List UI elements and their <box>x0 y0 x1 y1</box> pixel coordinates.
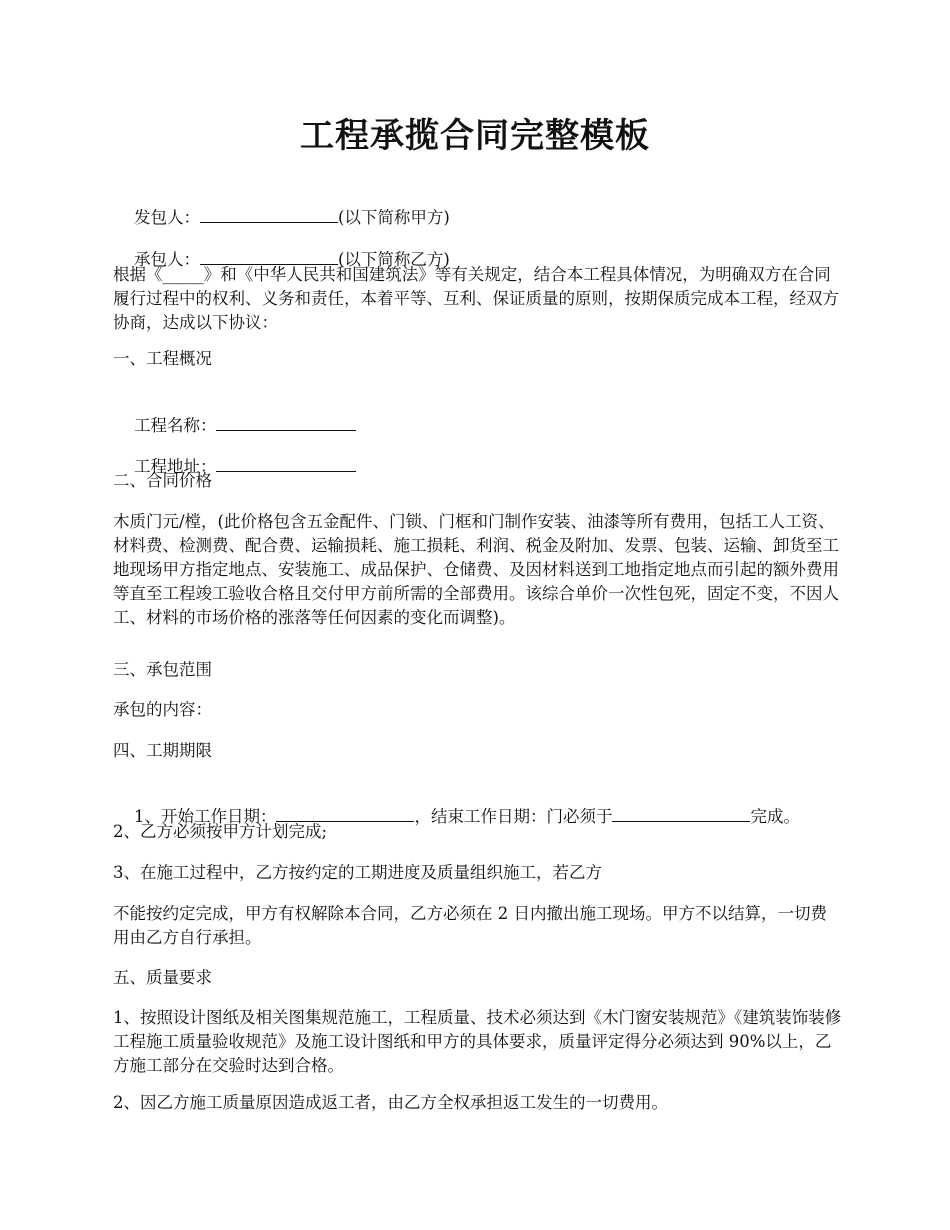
scope-content-line: 承包的内容： <box>113 700 212 719</box>
party-a-label: 发包人： <box>133 208 200 227</box>
section-heading-quality: 五、质量要求 <box>113 968 212 987</box>
section-heading-overview: 一、工程概况 <box>113 349 212 368</box>
project-name-label: 工程名称： <box>133 416 217 435</box>
party-b-label: 承包人： <box>133 250 200 269</box>
schedule-item-3: 3、在施工过程中，乙方按约定的工期进度及质量组织施工，若乙方 <box>113 863 602 882</box>
section-heading-price: 二、合同价格 <box>113 471 212 490</box>
party-a-note: (以下简称甲方) <box>337 208 450 227</box>
completion-note: 完成。 <box>750 807 800 826</box>
quality-item-1: 1、按照设计图纸及相关图集规范施工，工程质量、技术必须达到《木门窗安装规范》《建筑装饰装修工程施工质量验收规范》及施工设计图纸和甲方的具体要求，质量评定得分必须达到 90%以上，乙方施工部分在交验时达到合格。 <box>113 1008 842 1075</box>
price-paragraph: 木质门元/樘，(此价格包含五金配件、门锁、门框和门制作安装、油漆等所有费用，包括工人工资、材料费、检测费、配合费、运输损耗、施工损耗、利润、税金及附加、发票、包装、运输、卸货至工地现场甲方指定地点、安装施工、成品保护、仓储费、及因材料送到工地指定地点而引起的额外费用等直至工程竣工验收合格且交付甲方前所需的全部费用。该综合单价一次性包死，固定不变，不因人工、材料的市场价格的涨落等任何因素的变化而调整)。 <box>113 512 839 627</box>
party-b-note: (以下简称乙方) <box>337 250 450 269</box>
section-heading-schedule: 四、工期期限 <box>113 741 212 760</box>
schedule-item-3-continued: 不能按约定完成，甲方有权解除本合同，乙方必须在 2 日内撤出施工现场。甲方不以结算，一切费用由乙方自行承担。 <box>113 904 827 947</box>
end-date-label: ，结束工作日期：门必须于 <box>414 807 613 826</box>
preamble-paragraph: 根据《_____》和《中华人民共和国建筑法》等有关规定，结合本工程具体情况，为明确双方在合同履行过程中的权利、义务和责任，本着平等、互利、保证质量的原则，按期保质完成本工程，经双方协商，达成以下协议： <box>113 265 839 332</box>
start-date-label: 1、开始工作日期： <box>133 807 277 826</box>
document-title: 工程承揽合同完整模板 <box>300 116 650 156</box>
quality-item-2: 2、因乙方施工质量原因造成返工者，由乙方全权承担返工发生的一切费用。 <box>113 1093 668 1112</box>
party-a-blank <box>200 204 338 223</box>
section-heading-scope: 三、承包范围 <box>113 660 212 679</box>
project-address-label: 工程地址： <box>133 457 217 476</box>
schedule-item-2: 2、乙方必须按甲方计划完成; <box>113 822 328 841</box>
